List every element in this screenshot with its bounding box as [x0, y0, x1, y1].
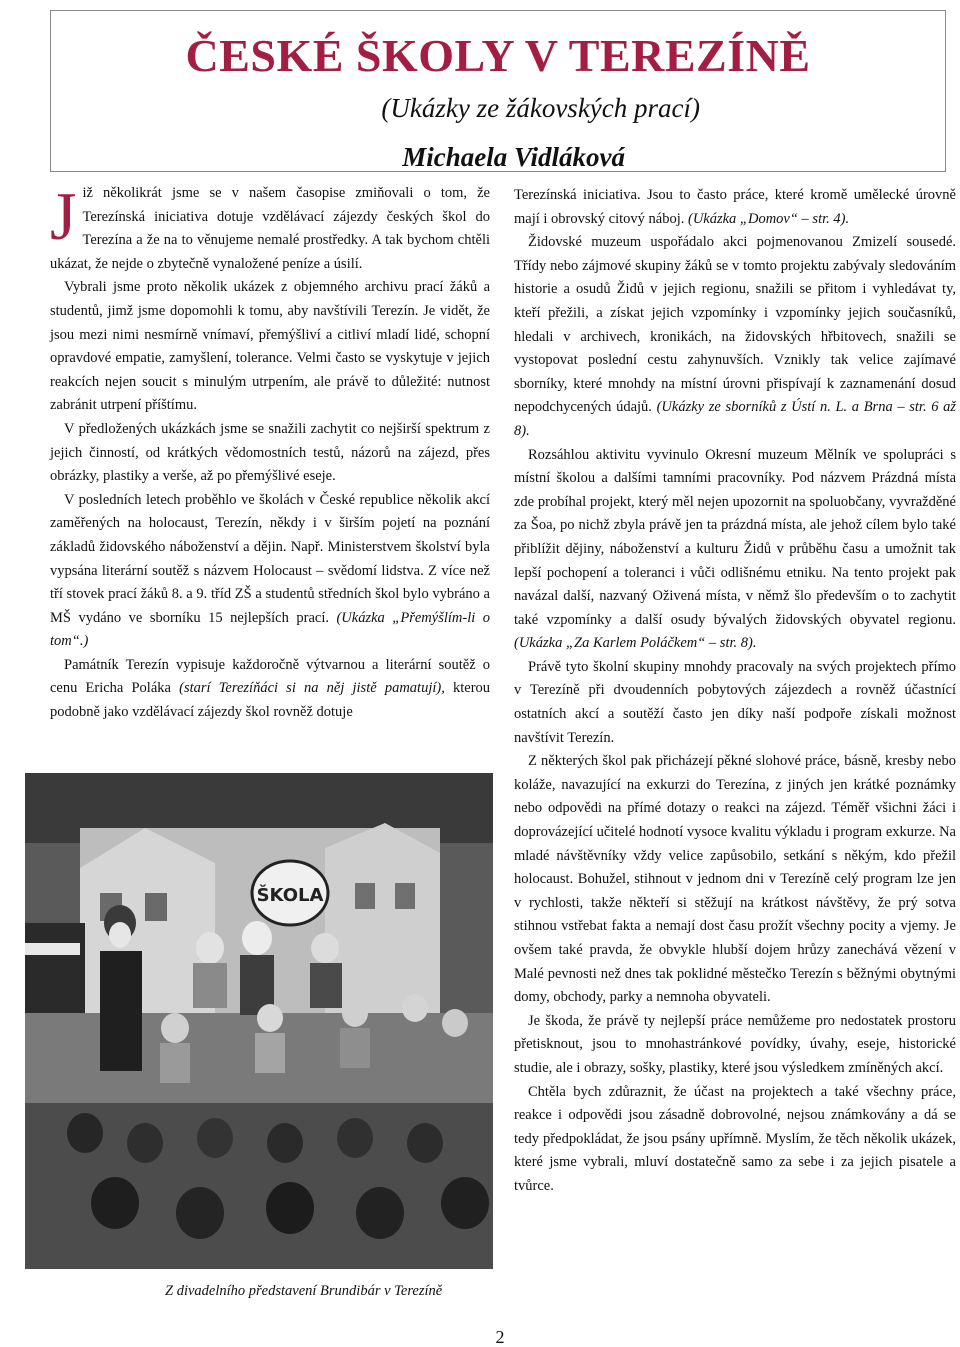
paragraph — [514, 184, 956, 231]
photo-sign-text: ŠKOLA — [256, 885, 324, 906]
sample-reference: (Ukázka „Za Karlem Poláčkem“ – str. 8). — [514, 635, 757, 652]
page-number: 2 — [495, 1327, 505, 1347]
paragraph: Chtěla bych zdůraznit, že účast na projektech a také všechny práce, reakce i odpovědi jsou zásadně dobrovolné, nejsou známkovány a dá se tedy předpokládat, že jsou psány upřímně. Myslím, že těch několik ukázek, které jsme vybrali, mluví dostatečně samo za sebe i za jejich pisatele a tvůrce. — [514, 1083, 956, 1194]
paragraph — [50, 489, 490, 654]
header-box — [50, 10, 946, 172]
paragraph-text: Rozsáhlou aktivitu vyvinulo Okresní muzeum Mělník ve spolupráci s místní školou a dalšími tamními pracovníky. Pod názvem Prázdná místa zde probíhal projekt, který měl nejen upozornit na spoluobčany, vyvražděné za Šoa, po nichž zbyla právě jen ta prázdná místa, ale jehož cílem bylo také přiblížit dějiny, náboženství a kulturu Židů v průběhu času a umožnit tak lepší pochopení a toleranci i vůči odlišnému etniku. Na tento projekt pak navázal další, nazvaný Oživená místa, v němž šlo především o to zachytit také vzpomínky a další osudy bývalých židovských obyvatel regionu. — [514, 446, 956, 628]
paragraph: Právě tyto školní skupiny mnohdy pracovaly na svých projektech přímo v Terezíně při dvoudenních pobytových zájezdech a rovněž účastnící ostatních akcí a soutěží často jen díky naší podpoře získali možnost navštívit Terezín. — [514, 658, 956, 746]
paragraph: Z některých škol pak přicházejí pěkné slohové práce, básně, kresby nebo koláže, navazující na exkurzi do Terezína, z jiných jen krátké poznámky nebo odpovědi na přímé dotazy o reakci na zájezd. Téměř všichni žáci i doprovázející učitelé hodnotí vysoce kvalitu výkladu i program exkurze. Na mladé návštěvníky vždy velice zapůsobilo, setkání s někým, kdo přežil holocaust. Bohužel, stihnout v jednom dni v Terezíně celý program lze jen v rychlosti, takže někteří si stěžují na krátkost návštěvy, že prý sotva stihnou vstřebat fakta a nemají dost času prožít všechny pocity a vjemy. Je ovšem také pravda, že obvykle hlubší dojem hrůzy zanechává vězení v Malé pevnosti než dnes tak poklidné městečko Terezín s běžnými obytnými domy, obchody, parky a nemnoha obyvateli. — [514, 753, 956, 1006]
photo-caption: Z divadelního představení Brundibár v Terezíně — [165, 1283, 443, 1299]
paragraph-text: Židovské muzeum uspořádalo akci pojmenovanou Zmizelí sousedé. Třídy nebo zájmové skupiny žáků se v tomto projektu zabývaly sledováním historie a osudů Židů v jejich regionu, snažili se přitom i vyhledávat ty, kteří přežili, a získat jejich vzpomínky i vzpomínky jejich současníků, hledali v archivech, kronikách, na židovských hřbitovech, snažili se vystopovat poslední cestu zahynuvších. Vznikly tak velice zajímavé sborníky, které mnohdy na místní úrovni přispívají k zaznamenání dosud nepodchycených údajů. — [514, 234, 956, 416]
photo-illustration — [25, 773, 493, 1269]
paragraph-text: iž několikrát jsme se v našem časopise zmiňovali o tom, že Terezínská iniciativa dotuje vzdělávací zájezdy českých škol do Terezína a že na to věnujeme nemalé prostředky. A tak bychom chtěli ukázat, že nejde o zbytečně vynaložené peníze a úsilí. — [50, 185, 490, 272]
sample-reference: (Ukázky ze sborníků z Ústí n. L. a Brna – str. 6 až 8). — [514, 399, 957, 439]
paragraph-text: Terezínská iniciativa. Jsou to často práce, které kromě umělecké úrovně mají i obrovský citový náboj. — [514, 187, 956, 227]
paragraph — [514, 444, 956, 656]
sample-reference: (Ukázka „Domov“ – str. 4). — [687, 210, 850, 227]
paragraph — [514, 231, 956, 443]
paragraph: V předložených ukázkách jsme se snažili zachytit co nejširší spektrum z jejich činností, od krátkých vědomostních testů, názorů na zájezd, přes obrázky, plastiky a verše, až po přemýšlivé eseje. — [50, 420, 490, 485]
paragraph-text: Památník Terezín vypisuje každoročně výtvarnou a literární soutěž o cenu Ericha Poláka — [50, 656, 490, 697]
article-column-right — [514, 184, 956, 1199]
aside-note: (starí Terezíňáci si na něj jistě pamatují), — [179, 680, 445, 697]
paragraph: Je škoda, že právě ty nejlepší práce nemůžeme pro nedostatek prostoru přetisknout, jsou to mnohastránkové povídky, úvahy, eseje, historické studie, ale i obrazy, sošky, plastiky, které jsou výsledkem zmíněných akcí. — [514, 1012, 956, 1076]
page-title: ČESKÉ ŠKOLY V TEREZÍNĚ — [185, 30, 811, 81]
paragraph — [50, 654, 490, 725]
sample-reference: (Ukázka „Přemýšlím-li o tom“.) — [50, 609, 490, 650]
article-column-left — [50, 178, 491, 725]
author-name: Michaela Vidláková — [402, 142, 625, 172]
paragraph — [50, 178, 490, 276]
page-subtitle: (Ukázky ze žákovských prací) — [381, 93, 700, 123]
theater-photo — [25, 773, 493, 1269]
paragraph-text: V posledních letech proběhlo ve školách v České republice několik akcí zaměřených na holocaust, Terezín, někdy i v širším pojetí na poznání základů židovského náboženství a dějin. Např. Ministerstvem školství byla vypsána literární soutěž s názvem Holocaust – svědomí lidstva. Z více než tří stovek prací žáků 8. a 9. tříd ZŠ a studentů středních škol bylo vybráno a MŠ vydáno ve sborníku 15 nejlepších prací. — [50, 491, 490, 626]
drop-cap: J — [50, 178, 77, 254]
paragraph-text: kterou podobně jako vzdělávací zájezdy škol rovněž dotuje — [50, 680, 491, 721]
paragraph: Vybrali jsme proto několik ukázek z objemného archivu prací žáků a studentů, jimž jsme dopomohli k tomu, aby navštívili Terezín. Je vidět, že jsou mezi nimi nesmírně vnímaví, přemýšliví a citliví mladí lidé, schopní opravdové empatie, zamyšlení, tolerance. Velmi často se vyskytuje v jejich reakcích nejen soucit s minulým utrpením, ale právě to důležité: nutnost zabránit utrpení příštímu. — [50, 279, 490, 414]
